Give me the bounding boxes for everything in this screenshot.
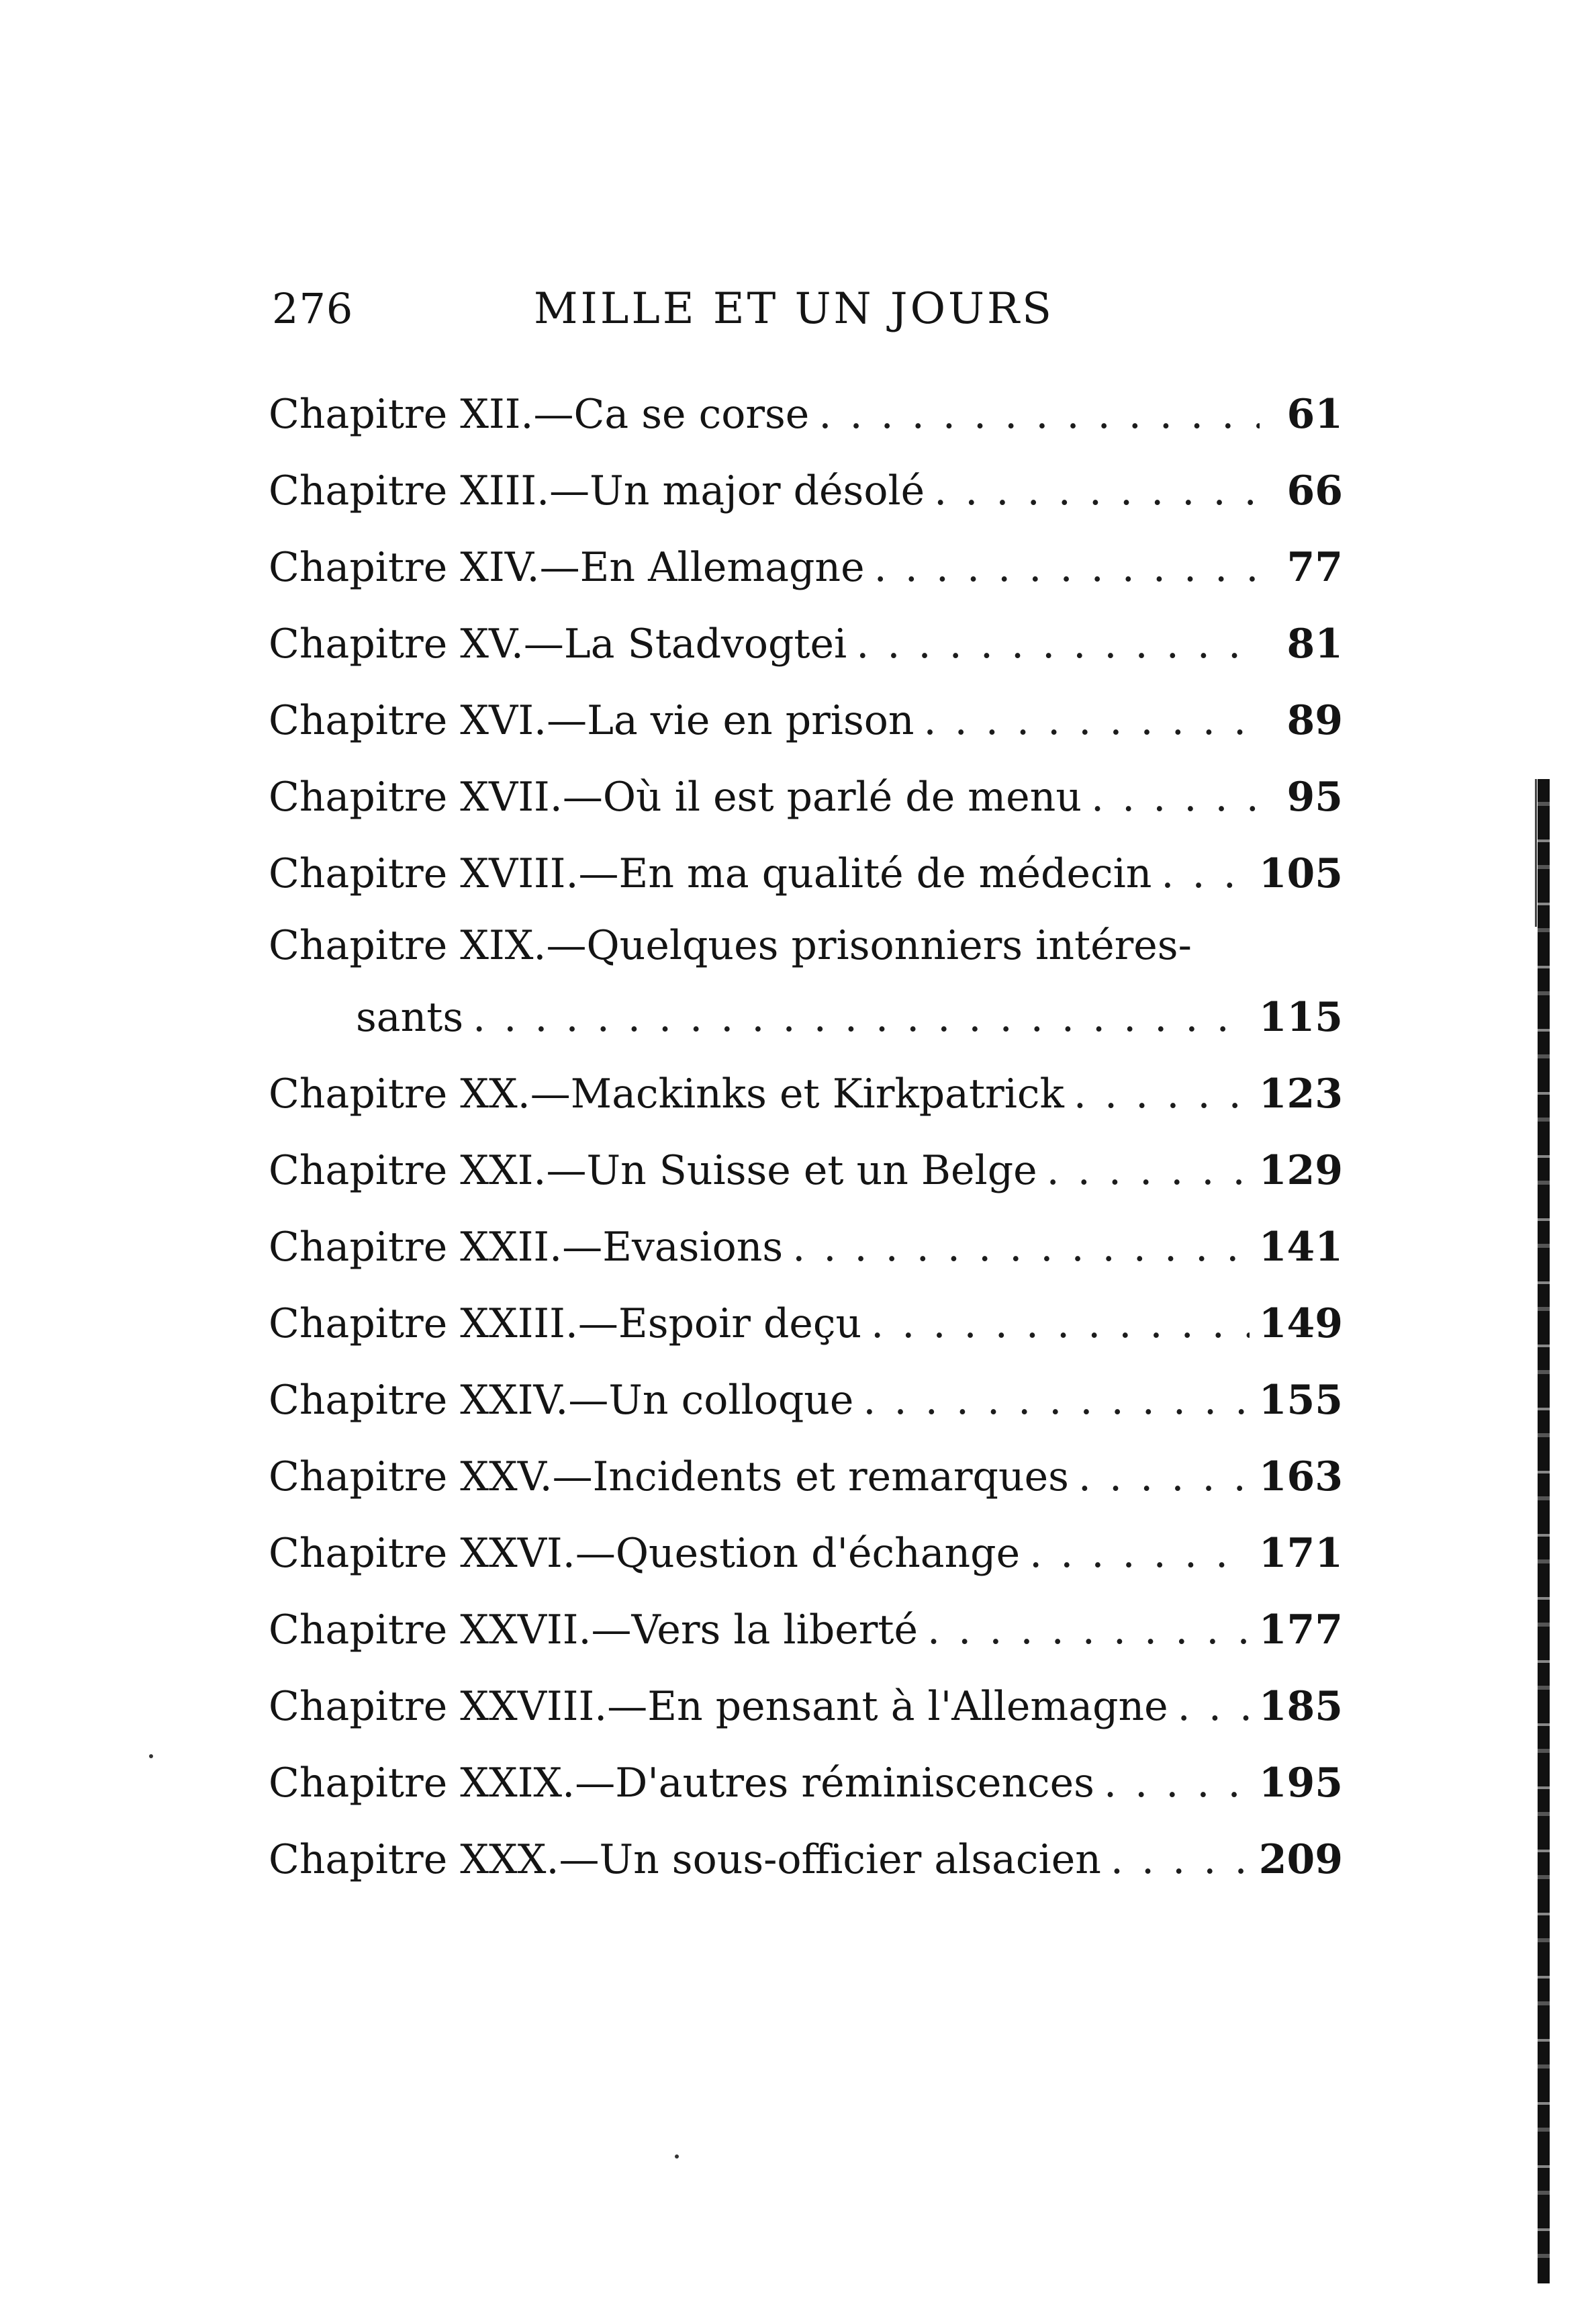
toc-leader-dots (863, 1362, 1249, 1439)
toc-leader-dots (1029, 1515, 1250, 1592)
toc-entry (269, 529, 1343, 606)
toc-entry (269, 759, 1343, 835)
toc-leader-dots (1047, 1132, 1250, 1209)
toc-entry-page: 171 (1258, 1530, 1343, 1577)
toc-entry-page: 123 (1258, 1071, 1343, 1118)
toc-entry (269, 606, 1343, 682)
toc-entry-title: Chapitre XXVII.—Vers la liberté (269, 1606, 919, 1653)
toc-entry-page: 66 (1286, 467, 1343, 514)
toc-entry-title: Chapitre XXII.—Evasions (269, 1224, 784, 1271)
toc-entry (269, 1132, 1343, 1209)
toc-entry (269, 1056, 1343, 1132)
toc-entry-page: 89 (1286, 697, 1343, 744)
paper-speck (149, 1754, 153, 1758)
toc-entry-title: Chapitre XXI.—Un Suisse et un Belge (269, 1147, 1037, 1194)
toc-leader-dots (1178, 1668, 1250, 1745)
toc-entry-page: 129 (1258, 1147, 1343, 1194)
toc-entry-page: 155 (1258, 1377, 1343, 1424)
toc-leader-dots (1161, 835, 1249, 912)
toc-entry-title-continuation: sants (356, 994, 464, 1041)
toc-entry (269, 1362, 1343, 1439)
toc-entry-page: 81 (1286, 621, 1343, 668)
toc-leader-dots (924, 682, 1260, 759)
toc-leader-dots (871, 1285, 1250, 1362)
toc-entry-page: 115 (1258, 994, 1343, 1041)
book-title: MILLE ET UN JOURS (534, 284, 1054, 334)
toc-leader-dots (1091, 759, 1260, 835)
toc-leader-dots (818, 376, 1260, 453)
toc-entry-page: 185 (1258, 1683, 1343, 1730)
binding-edge-thin (1535, 779, 1537, 927)
toc-leader-dots (856, 606, 1260, 682)
toc-entry-page: 141 (1258, 1224, 1343, 1271)
toc-entry-title: Chapitre XXVIII.—En pensant à l'Allemagne (269, 1683, 1168, 1730)
toc-leader-dots (792, 1209, 1250, 1285)
table-of-contents (269, 376, 1343, 1898)
binding-edge-shadow (1538, 779, 1550, 2283)
toc-entry-page: 77 (1286, 544, 1343, 591)
toc-entry-title: Chapitre XXVI.—Question d'échange (269, 1530, 1021, 1577)
toc-entry-title: Chapitre XIX.—Quelques prisonniers intéres- (269, 922, 1192, 969)
toc-entry (269, 1821, 1343, 1898)
toc-entry (269, 1209, 1343, 1285)
toc-entry-title: Chapitre XIII.—Un major désolé (269, 467, 925, 514)
toc-leader-dots (934, 453, 1260, 529)
toc-entry (269, 1439, 1343, 1515)
toc-entry-page: 105 (1258, 850, 1343, 897)
toc-entry-title: Chapitre XIV.—En Allemagne (269, 544, 865, 591)
toc-leader-dots (473, 979, 1250, 1056)
toc-leader-dots (874, 529, 1260, 606)
toc-entry-title: Chapitre XVIII.—En ma qualité de médecin (269, 850, 1152, 897)
toc-entry-page: 177 (1258, 1606, 1343, 1653)
toc-entry-page: 95 (1286, 774, 1343, 821)
toc-entry (269, 453, 1343, 529)
toc-entry-title: Chapitre XV.—La Stadvogtei (269, 621, 847, 668)
toc-entry-page: 209 (1258, 1836, 1343, 1883)
toc-entry (269, 1592, 1343, 1668)
toc-entry (269, 682, 1343, 759)
toc-entry-page: 149 (1258, 1300, 1343, 1347)
running-head (272, 279, 1333, 339)
toc-leader-dots (1104, 1745, 1250, 1821)
paper-speck (675, 2154, 679, 2159)
toc-entry-title: Chapitre XXX.—Un sous-officier alsacien (269, 1836, 1101, 1883)
toc-entry-title: Chapitre XVI.—La vie en prison (269, 697, 914, 744)
toc-entry (269, 835, 1343, 912)
toc-entry (269, 912, 1343, 979)
toc-entry-title: Chapitre XVII.—Où il est parlé de menu (269, 774, 1082, 821)
toc-leader-dots (1078, 1439, 1250, 1515)
toc-entry (269, 1745, 1343, 1821)
toc-entry-page: 195 (1258, 1760, 1343, 1807)
toc-entry (269, 376, 1343, 453)
toc-entry-title: Chapitre XX.—Mackinks et Kirkpatrick (269, 1071, 1064, 1118)
toc-entry (269, 1515, 1343, 1592)
toc-entry-title: Chapitre XXIII.—Espoir deçu (269, 1300, 862, 1347)
toc-entry (269, 1668, 1343, 1745)
toc-entry-title: Chapitre XII.—Ca se corse (269, 391, 810, 438)
toc-leader-dots (927, 1592, 1250, 1668)
toc-leader-dots (1111, 1821, 1250, 1898)
page-number: 276 (272, 284, 354, 333)
toc-entry-title: Chapitre XXIX.—D'autres réminiscences (269, 1760, 1094, 1807)
toc-entry-title: Chapitre XXIV.—Un colloque (269, 1377, 854, 1424)
toc-entry-continuation (269, 979, 1343, 1056)
toc-entry-page: 61 (1286, 391, 1343, 438)
toc-entry-title: Chapitre XXV.—Incidents et remarques (269, 1453, 1069, 1500)
toc-entry-page: 163 (1258, 1453, 1343, 1500)
toc-entry (269, 1285, 1343, 1362)
toc-leader-dots (1074, 1056, 1250, 1132)
